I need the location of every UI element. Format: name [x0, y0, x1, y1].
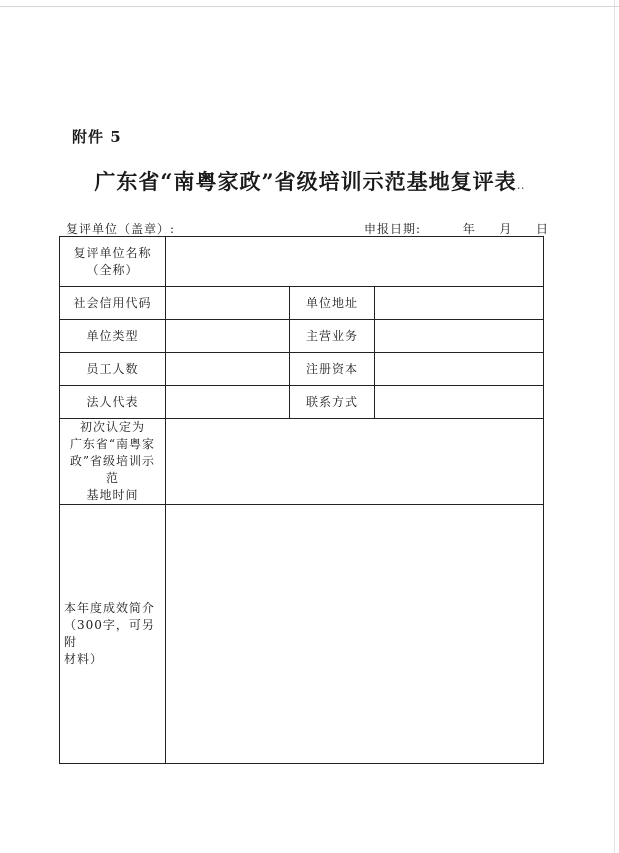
- label-employees: 员工人数: [60, 353, 166, 386]
- field-employees[interactable]: [166, 353, 290, 386]
- scan-edge-right: [614, 0, 615, 853]
- title-trail: ‥: [516, 178, 525, 192]
- month-label: 月: [499, 222, 513, 236]
- row-unit-type: [60, 320, 544, 353]
- date-label: 申报日期:: [364, 222, 422, 236]
- label-address: 单位地址: [290, 287, 375, 320]
- row-legal-rep: [60, 386, 544, 419]
- row-summary: [60, 505, 544, 764]
- day-label: 日: [536, 222, 550, 236]
- row-first-cert: [60, 419, 544, 505]
- label-summary: 本年度成效简介 （300字，可另附 材料）: [60, 505, 166, 764]
- field-unit-type[interactable]: [166, 320, 290, 353]
- label-registered-capital: 注册资本: [290, 353, 375, 386]
- label-main-business: 主营业务: [290, 320, 375, 353]
- row-unit-name: [60, 237, 544, 287]
- attachment-label: 附件 5: [72, 128, 122, 146]
- field-summary[interactable]: [166, 505, 544, 764]
- field-registered-capital[interactable]: [375, 353, 544, 386]
- label-legal-rep: 法人代表: [60, 386, 166, 419]
- reviewing-unit-label: 复评单位（盖章）:: [66, 222, 176, 236]
- label-first-cert: 初次认定为 广东省“南粤家 政”省级培训示范 基地时间: [60, 419, 166, 505]
- field-credit-code[interactable]: [166, 287, 290, 320]
- scan-edge-top: [0, 6, 619, 7]
- page-title: [0, 166, 619, 196]
- label-unit-type: 单位类型: [60, 320, 166, 353]
- label-credit-code: 社会信用代码: [60, 287, 166, 320]
- field-first-cert[interactable]: [166, 419, 544, 505]
- row-employees: [60, 353, 544, 386]
- field-address[interactable]: [375, 287, 544, 320]
- field-legal-rep[interactable]: [166, 386, 290, 419]
- year-label: 年: [462, 222, 476, 236]
- title-text: 广东省“南粤家政”省级培训示范基地复评表: [94, 169, 517, 194]
- label-unit-name: 复评单位名称 （全称）: [60, 237, 166, 287]
- row-credit-code: [60, 287, 544, 320]
- field-main-business[interactable]: [375, 320, 544, 353]
- application-date: [364, 220, 549, 237]
- label-contact: 联系方式: [290, 386, 375, 419]
- review-form-table: [59, 236, 544, 764]
- field-unit-name[interactable]: [166, 237, 544, 287]
- field-contact[interactable]: [375, 386, 544, 419]
